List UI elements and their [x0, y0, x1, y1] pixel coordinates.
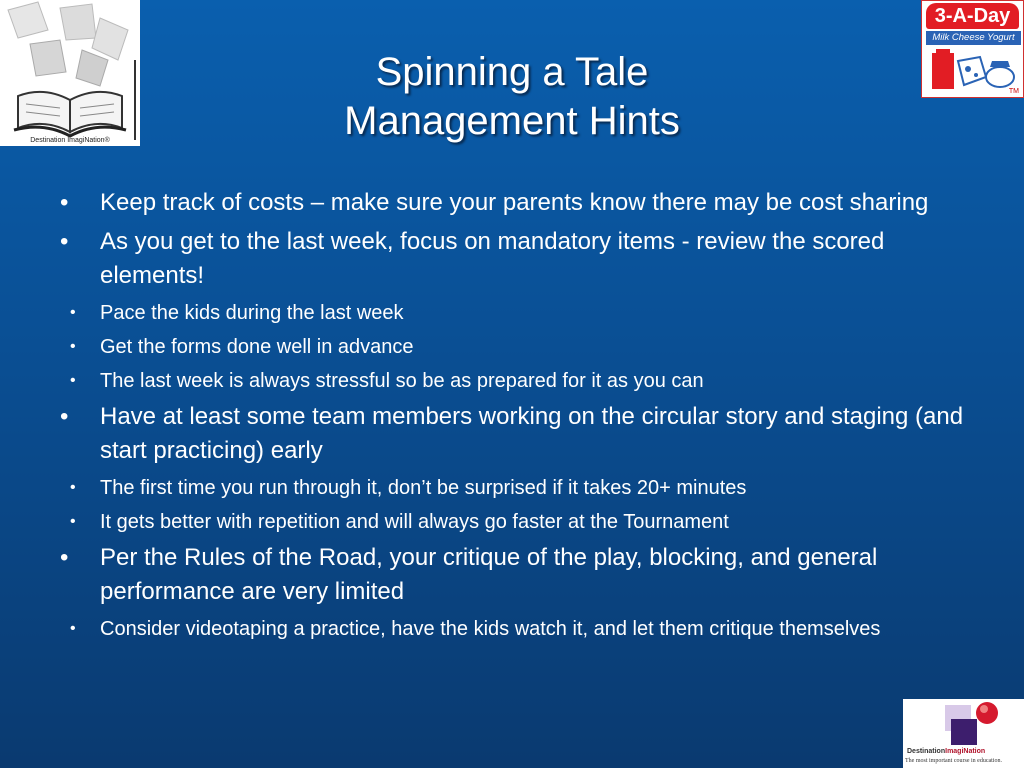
sub-bullet-item	[11, 614, 966, 644]
bullet-text: Have at least some team members working on the circular story and staging (and start practicing) early	[100, 403, 964, 464]
three-a-day-logo	[921, 0, 1024, 98]
sub-bullet-text: Consider videotaping a practice, have the kids watch it, and let them critique themselves	[100, 618, 881, 640]
sub-bullet-text: It gets better with repetition and will always go faster at the Tournament	[100, 511, 729, 533]
sub-bullet-text: Get the forms done well in advance	[100, 336, 414, 358]
bullet-icon: •	[60, 544, 69, 571]
footer-tagline: The most important course in education.	[905, 758, 1002, 764]
title-line-1: Spinning a Tale	[375, 50, 649, 94]
dairy-products-icon	[928, 47, 1018, 93]
sub-bullet-text: The last week is always stressful so be as prepared for it as you can	[100, 370, 704, 392]
trademark-mark: TM	[1008, 88, 1019, 95]
bullet-item	[56, 400, 966, 468]
sub-bullet-text: Pace the kids during the last week	[100, 302, 404, 324]
sub-bullet-icon: •	[70, 479, 76, 496]
bullet-item	[56, 225, 966, 293]
footer-brand-b: ImagiNation	[945, 748, 986, 755]
title-line-2: Management Hints	[344, 99, 680, 143]
sub-bullet-item	[11, 366, 966, 396]
sub-bullet-item	[11, 298, 966, 328]
open-book-icon	[0, 0, 140, 146]
bullet-text: As you get to the last week, focus on mandatory items - review the scored elements!	[100, 228, 885, 289]
bullet-text: Keep track of costs – make sure your parents know there may be cost sharing	[100, 189, 929, 216]
bullet-item	[56, 541, 966, 609]
sub-bullet-icon: •	[70, 372, 76, 389]
bullet-text: Per the Rules of the Road, your critique of the play, blocking, and general performance are very limited	[100, 544, 878, 605]
bullet-icon: •	[60, 228, 69, 255]
footer-brand-name	[907, 748, 985, 755]
footer-brand-a: Destination	[907, 748, 946, 755]
bullet-list	[56, 186, 966, 648]
sub-bullet-icon: •	[70, 513, 76, 530]
sub-bullet-icon: •	[70, 304, 76, 321]
slide-title	[200, 48, 824, 146]
sub-bullet-item	[11, 473, 966, 503]
sub-bullet-icon: •	[70, 338, 76, 355]
milk-cheese-yogurt-strip: Milk Cheese Yogurt	[926, 31, 1021, 45]
three-a-day-brand: 3-A-Day	[926, 3, 1019, 29]
logo-divider	[134, 60, 136, 140]
sub-bullet-item	[11, 507, 966, 537]
bullet-icon: •	[60, 189, 69, 216]
sub-bullet-icon: •	[70, 620, 76, 637]
left-logo-caption: Destination ImagiNation®	[30, 137, 110, 144]
destination-imagination-logo	[0, 0, 140, 146]
bullet-icon: •	[60, 403, 69, 430]
bullet-item	[56, 186, 966, 220]
sub-bullet-item	[11, 332, 966, 362]
destination-imagination-footer-logo	[903, 699, 1024, 768]
sub-bullet-text: The first time you run through it, don’t be surprised if it takes 20+ minutes	[100, 477, 747, 499]
di-squares-icon	[903, 699, 1024, 749]
